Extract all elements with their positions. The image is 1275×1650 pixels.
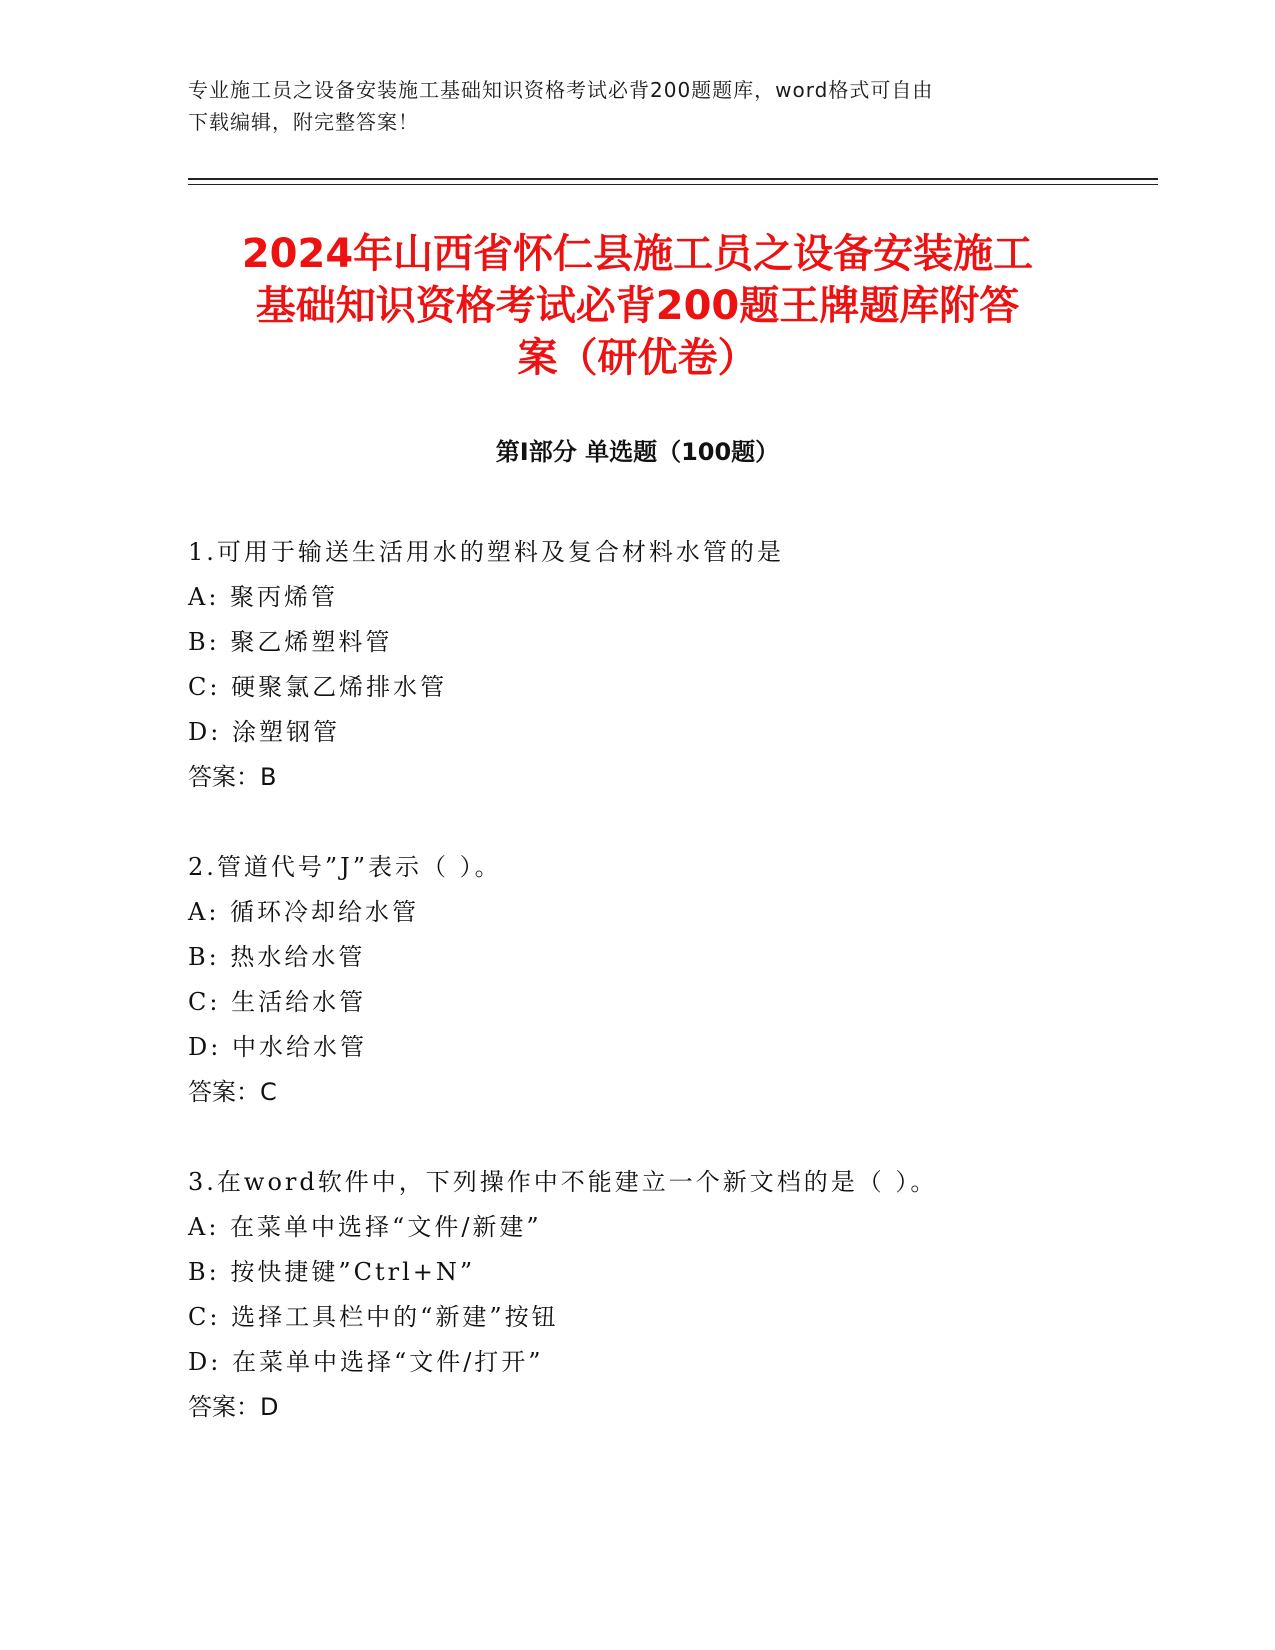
section-heading: 第Ⅰ部分 单选题（100题） [495, 438, 780, 466]
header-note [188, 74, 1088, 138]
option-c: C: 硬聚氯乙烯排水管 [188, 673, 448, 701]
option-d: D: 涂塑钢管 [188, 718, 340, 746]
option-d: D: 在菜单中选择“文件/打开” [188, 1348, 544, 1376]
option-b: B: 热水给水管 [188, 943, 366, 971]
option-a: A: 在菜单中选择“文件/新建” [188, 1213, 542, 1241]
answer: 答案：C [188, 1078, 277, 1106]
answer: 答案：D [188, 1393, 279, 1421]
option-c: C: 选择工具栏中的“新建”按钮 [188, 1303, 559, 1331]
option-b: B: 按快捷键”Ctrl+N” [188, 1258, 476, 1286]
title-line-2: 基础知识资格考试必背200题王牌题库附答 [255, 283, 1020, 329]
question-stem: 2.管道代号”J”表示（ ）。 [188, 853, 502, 881]
question-stem: 3.在word软件中，下列操作中不能建立一个新文档的是（ ）。 [188, 1168, 938, 1196]
option-a: A: 循环冷却给水管 [188, 898, 420, 926]
option-d: D: 中水给水管 [188, 1033, 367, 1061]
option-c: C: 生活给水管 [188, 988, 367, 1016]
answer: 答案：B [188, 763, 277, 791]
question-1 [188, 530, 1188, 800]
option-b: B: 聚乙烯塑料管 [188, 628, 393, 656]
question-2 [188, 845, 1188, 1115]
header-note-line-1: 专业施工员之设备安装施工基础知识资格考试必背200题题库，word格式可自由 [188, 78, 934, 102]
title-line-1: 2024年山西省怀仁县施工员之设备安装施工 [241, 231, 1034, 277]
question-3 [188, 1160, 1188, 1430]
question-stem: 1.可用于输送生活用水的塑料及复合材料水管的是 [188, 538, 784, 566]
header-divider-thick [188, 178, 1158, 180]
document-title [150, 228, 1125, 384]
option-a: A: 聚丙烯管 [188, 583, 339, 611]
title-line-3: 案（研优卷） [517, 335, 758, 381]
question-list [188, 530, 1188, 1475]
header-divider-thin [188, 184, 1158, 185]
header-note-line-2: 下载编辑，附完整答案！ [188, 110, 419, 134]
